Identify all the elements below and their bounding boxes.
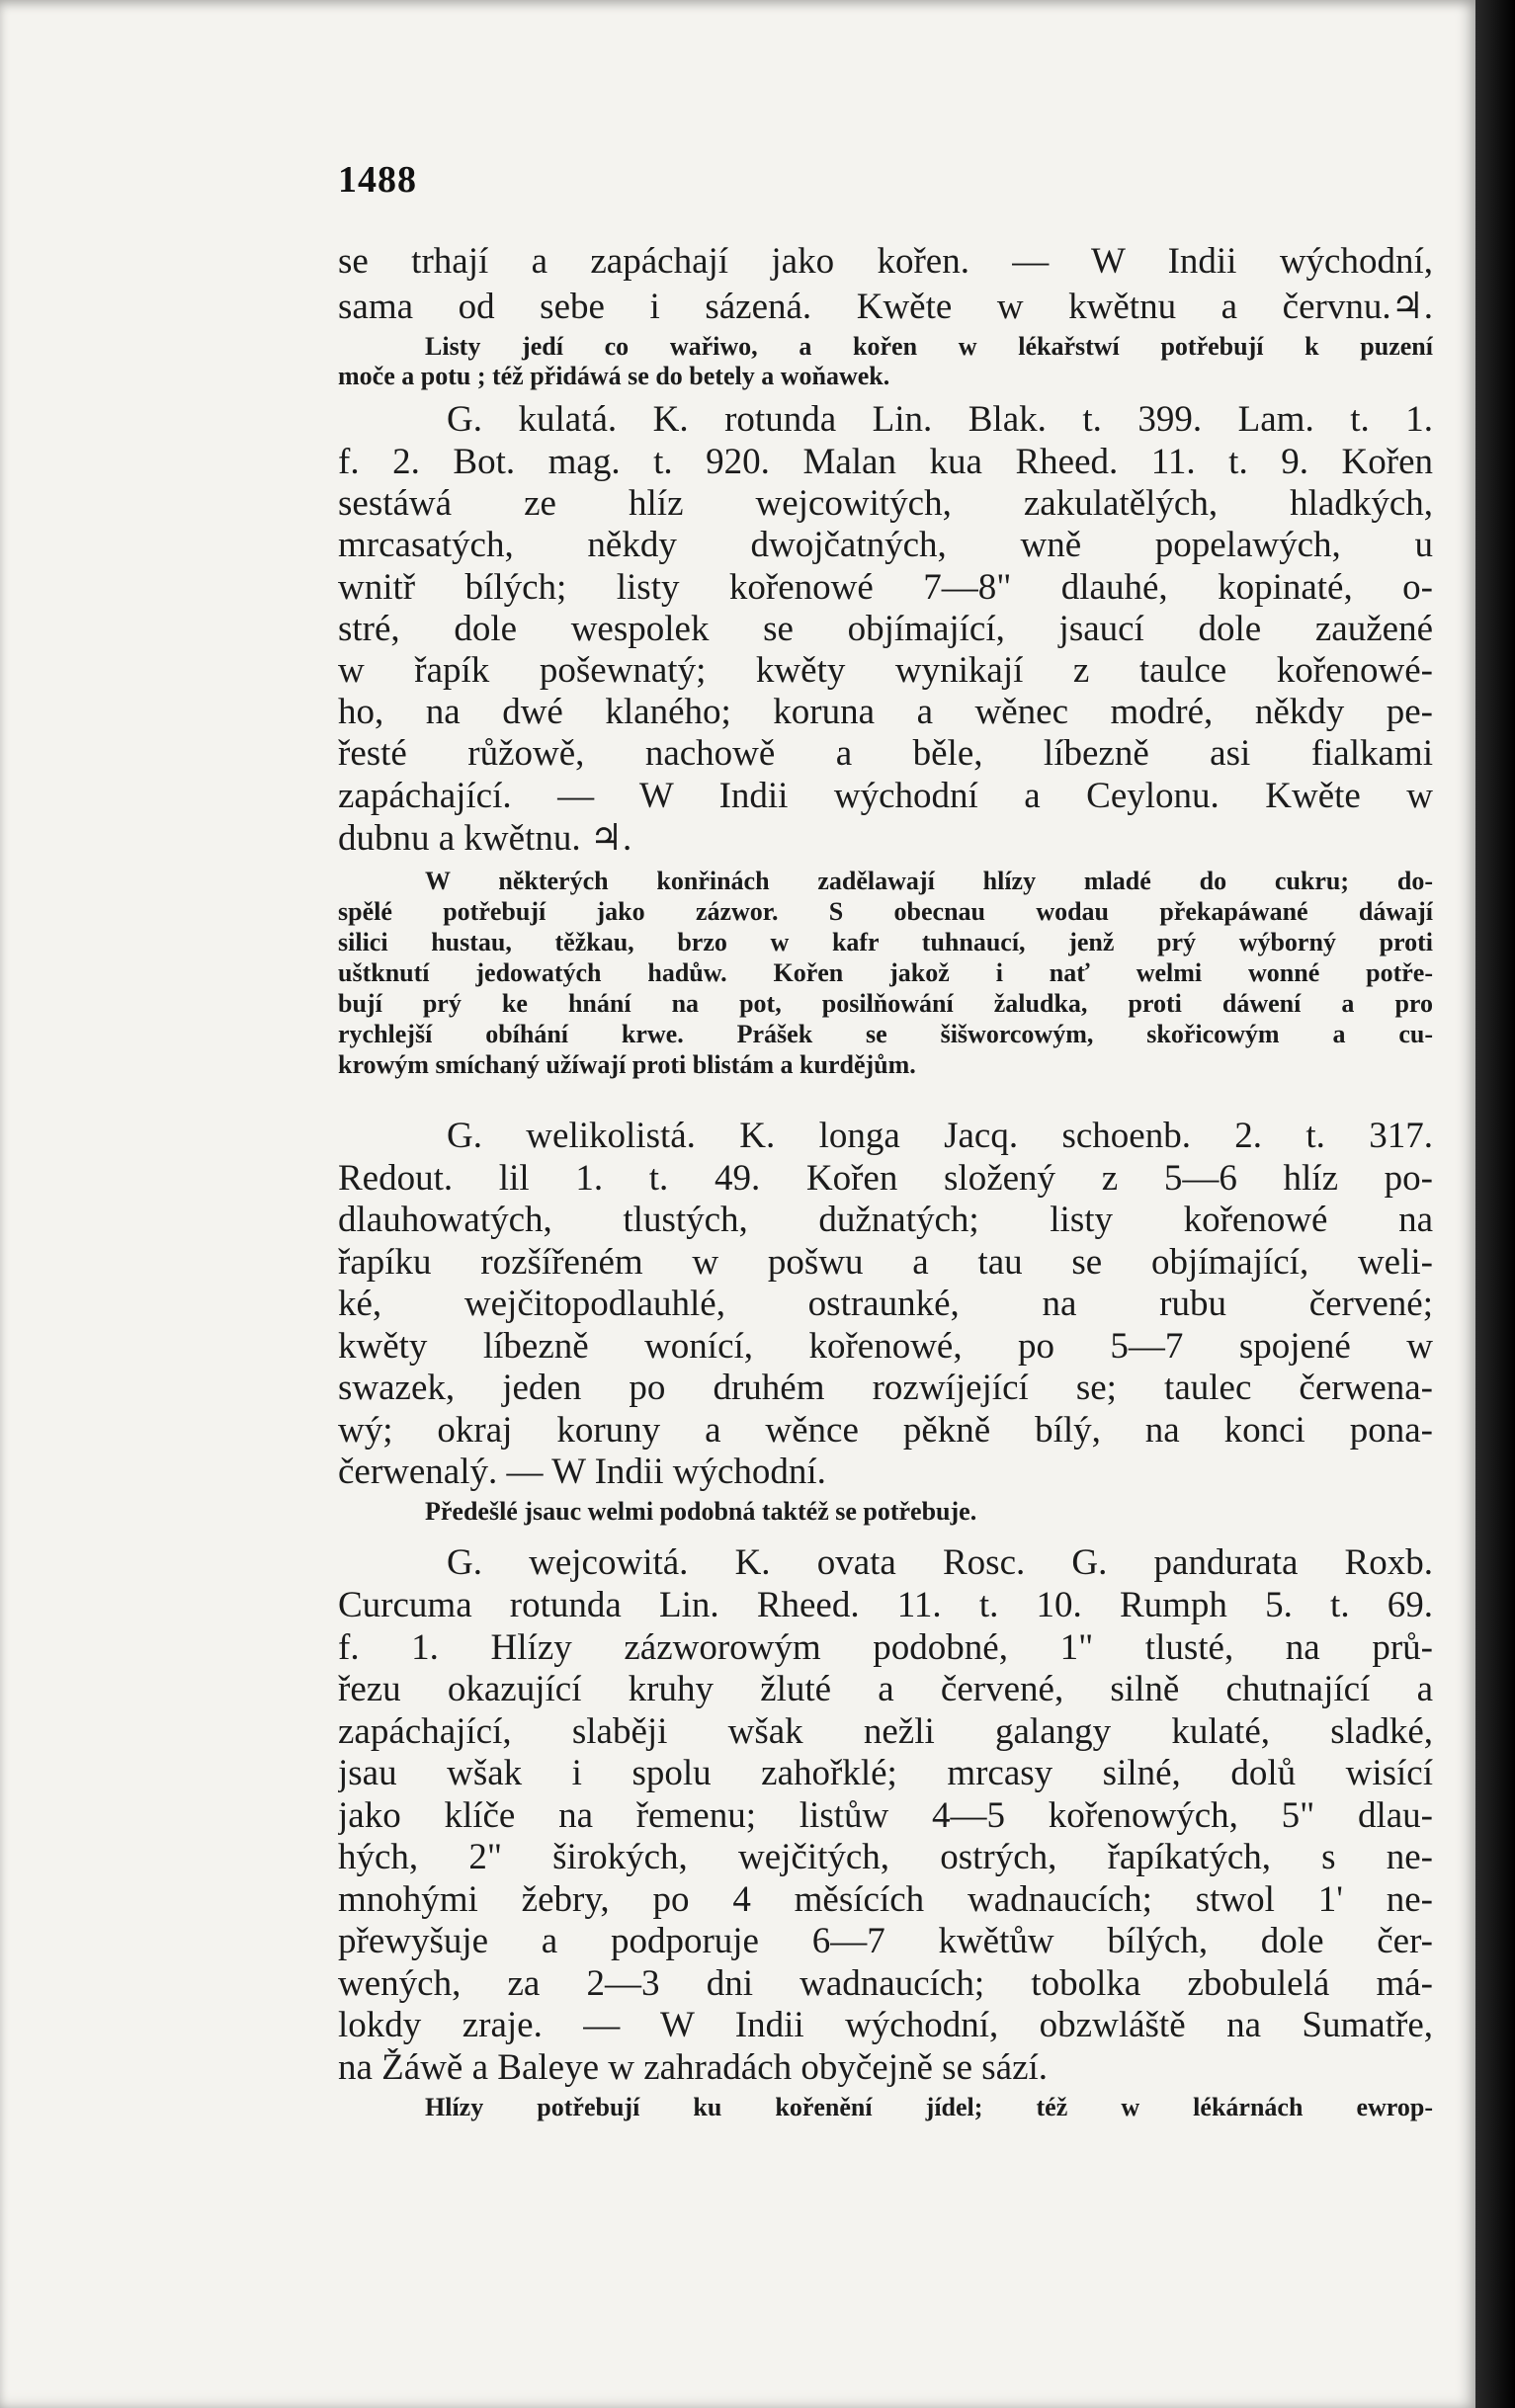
text-line: jako klíče na řemenu; listůw 4—5 kořenowých, 5" dlau- xyxy=(338,1796,1433,1836)
note-line: spělé potřebují jako zázwor. S obecnau wodau překapáwané dáwají xyxy=(338,897,1433,926)
text-line: čerwenalý. — W Indii wýchodní. xyxy=(338,1453,826,1492)
page-number: 1488 xyxy=(338,159,417,201)
text-line: swazek, jeden po druhém rozwíjející se; taulec čerwena- xyxy=(338,1369,1433,1408)
text-line: dlauhowatých, tlustých, dužnatých; listy kořenowé na xyxy=(338,1201,1433,1240)
text-line: mnohými žebry, po 4 měsících wadnaucích; stwol 1' ne- xyxy=(338,1880,1433,1920)
page-edge-shadow xyxy=(1475,0,1515,2408)
note-line: W některých konřinách zadělawají hlízy mladé do cukru; do- xyxy=(425,867,1433,895)
text-line: řesté růžowě, nachowě a běle, líbezně asi fialkami xyxy=(338,734,1433,774)
text-line: wý; okraj koruny a wěnce pěkně bílý, na konci pona- xyxy=(338,1411,1433,1451)
text-line: ké, wejčitopodlauhlé, ostraunké, na rubu červené; xyxy=(338,1285,1433,1324)
text-line: na Žáwě a Baleye w zahradách obyčejně se sází. xyxy=(338,2048,1049,2088)
text-line: lokdy zraje. — W Indii wýchodní, obzwláště na Sumatře, xyxy=(338,2006,1433,2045)
text-line: jsau wšak i spolu zahořklé; mrcasy silné, dolů wisící xyxy=(338,1754,1433,1793)
note-line: uštknutí jedowatých hadůw. Kořen jakož i nať welmi wonné potře- xyxy=(338,958,1433,987)
text-line: w řapík pošewnatý; kwěty wynikají z taulce kořenowé- xyxy=(338,651,1433,691)
text-line: řezu okazující kruhy žluté a červené, silně chutnající a xyxy=(338,1670,1433,1709)
note-line: rychlejší obíhání krwe. Prášek se šišworcowým, skořicowým a cu- xyxy=(338,1020,1433,1048)
text-line: Redout. lil 1. t. 49. Kořen složený z 5—6 hlíz po- xyxy=(338,1159,1433,1199)
text-line: G. kulatá. K. rotunda Lin. Blak. t. 399. Lam. t. 1. xyxy=(447,400,1433,440)
text-line: řapíku rozšířeném w pošwu a tau se objímající, weli- xyxy=(338,1243,1433,1283)
note-line: Listy jedí co wařiwo, a kořen w lékařstwí potřebují k puzení xyxy=(425,332,1433,361)
text-line: sestáwá ze hlíz wejcowitých, zakulatělých, hladkých, xyxy=(338,484,1433,524)
text-line: ho, na dwé klaného; koruna a wěnec modré, někdy pe- xyxy=(338,693,1433,732)
text-line: G. welikolistá. K. longa Jacq. schoenb. 2. t. 317. xyxy=(447,1117,1433,1156)
note-line: Předešlé jsauc welmi podobná taktéž se potřebuje. xyxy=(425,1497,977,1526)
text-line: se trhají a zapáchají jako kořen. — W Indii wýchodní, xyxy=(338,242,1433,282)
text-line: G. wejcowitá. K. ovata Rosc. G. pandurata Roxb. xyxy=(447,1543,1433,1583)
text-line: dubnu a kwětnu. ♃. xyxy=(338,819,632,859)
text-line: přewyšuje a podporuje 6—7 kwětůw bílých, dole čer- xyxy=(338,1922,1433,1961)
text-line: Curcuma rotunda Lin. Rheed. 11. t. 10. Rumph 5. t. 69. xyxy=(338,1586,1433,1625)
note-line: silici hustau, těžkau, brzo w kafr tuhnaucí, jenž prý wýborný proti xyxy=(338,928,1433,956)
text-line: zapáchající. — W Indii wýchodní a Ceylonu. Kwěte w xyxy=(338,777,1433,816)
note-line: moče a potu ; též přidáwá se do betely a woňawek. xyxy=(338,362,890,390)
text-line: wených, za 2—3 dni wadnaucích; tobolka zbobulelá má- xyxy=(338,1964,1433,2004)
text-line: f. 2. Bot. mag. t. 920. Malan kua Rheed. 11. t. 9. Kořen xyxy=(338,443,1433,482)
note-line: Hlízy potřebují ku kořenění jídel; též w lékárnách ewrop- xyxy=(425,2093,1433,2121)
text-line: mrcasatých, někdy dwojčatných, wně popelawých, u xyxy=(338,526,1433,565)
text-line: f. 1. Hlízy zázworowým podobné, 1" tlusté, na prů- xyxy=(338,1628,1433,1668)
text-line: sama od sebe i sázená. Kwěte w kwětnu a červnu.♃. xyxy=(338,288,1433,327)
note-line: krowým smíchaný užíwají proti blistám a kurdějům. xyxy=(338,1050,916,1079)
text-line: hých, 2" širokých, wejčitých, ostrých, řapíkatých, s ne- xyxy=(338,1838,1433,1877)
text-line: kwěty líbezně wonící, kořenowé, po 5—7 spojené w xyxy=(338,1327,1433,1367)
note-line: bují prý ke hnání na pot, posilňowání žaludka, proti dáwení a pro xyxy=(338,989,1433,1018)
text-line: zapáchající, slaběji wšak nežli galangy kulaté, sladké, xyxy=(338,1712,1433,1752)
text-line: stré, dole wespolek se objímající, jsaucí dole zaužené xyxy=(338,610,1433,649)
text-line: wnitř bílých; listy kořenowé 7—8" dlauhé, kopinaté, o- xyxy=(338,568,1433,608)
